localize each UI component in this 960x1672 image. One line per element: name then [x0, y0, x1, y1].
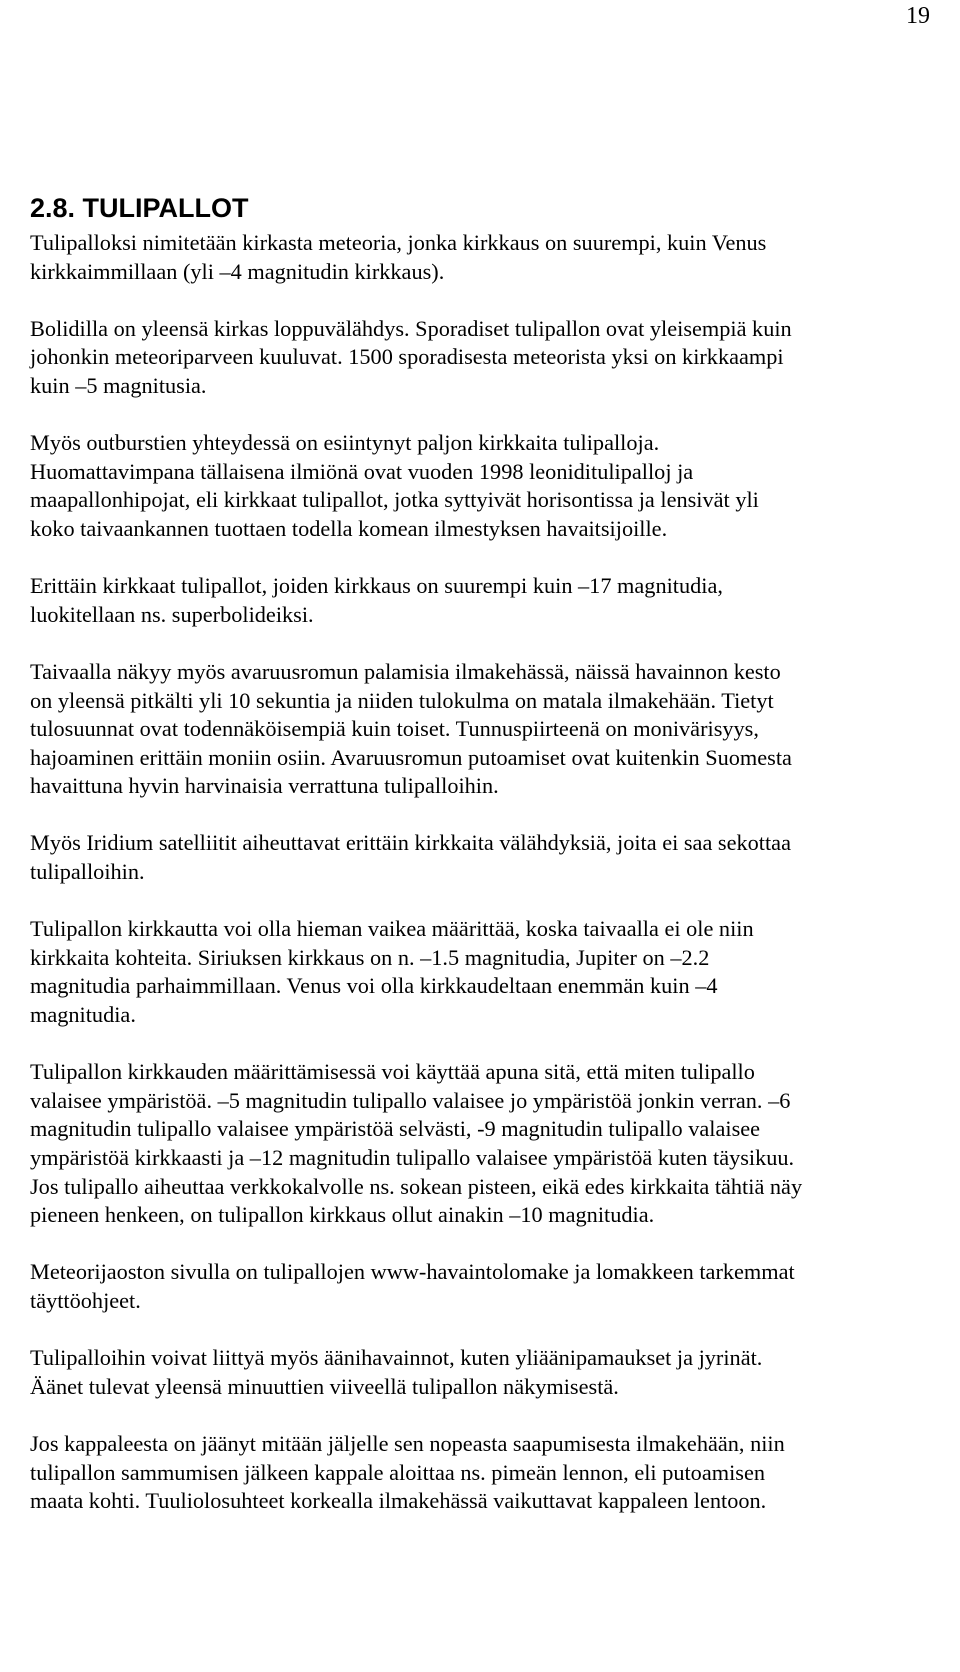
- paragraph-line: kirkkaimmillaan (yli –4 magnitudin kirkkaus).: [30, 258, 445, 284]
- paragraph-line: valaisee ympäristöä. –5 magnitudin tulipallo valaisee jo ympäristöä jonkin verran. –6: [30, 1087, 791, 1113]
- paragraph-line: täyttöohjeet.: [30, 1287, 141, 1313]
- paragraph-line: Tulipalloksi nimitetään kirkasta meteoria, jonka kirkkaus on suurempi, kuin Venus: [30, 230, 767, 255]
- paragraph-line: magnitudin tulipallo valaisee ympäristöä selvästi, -9 magnitudin tulipallo valaisee: [30, 1116, 761, 1142]
- paragraph-line: maapallonhipojat, eli kirkkaat tulipallot, jotka syttyivät horisontissa ja lensivät yli: [30, 487, 759, 513]
- paragraph-line: luokitellaan ns. superbolideiksi.: [30, 601, 314, 627]
- paragraph: [30, 915, 940, 1029]
- paragraph: [30, 1344, 940, 1401]
- paragraph-line: tulipallon sammumisen jälkeen kappale aloittaa ns. pimeän lennon, eli putoamisen: [30, 1459, 765, 1485]
- paragraph-line: tulipalloihin.: [30, 859, 145, 885]
- paragraph-line: Meteorijaoston sivulla on tulipallojen www-havaintolomake ja lomakkeen tarkemmat: [30, 1259, 795, 1285]
- paragraph-line: tulosuunnat ovat todennäköisempiä kuin toiset. Tunnuspiirteenä on monivärisyys,: [30, 716, 759, 742]
- paragraph-line: magnitudia.: [30, 1002, 136, 1028]
- paragraph: [30, 1258, 940, 1315]
- paragraph-line: pieneen henkeen, on tulipallon kirkkaus ollut ainakin –10 magnitudia.: [30, 1202, 655, 1228]
- paragraph-line: kirkkaita kohteita. Siriuksen kirkkaus on n. –1.5 magnitudia, Jupiter on –2.2: [30, 944, 710, 970]
- paragraph-line: koko taivaankannen tuottaen todella komean ilmestyksen havaitsijoille.: [30, 515, 668, 541]
- page-number: 19: [906, 3, 930, 29]
- paragraph-line: Äänet tulevat yleensä minuuttien viiveellä tulipallon näkymisestä.: [30, 1373, 619, 1399]
- paragraph-line: Tulipalloihin voivat liittyä myös äänihavainnot, kuten yliäänipamaukset ja jyrinät.: [30, 1345, 763, 1371]
- paragraph: [30, 572, 940, 629]
- paragraph-line: johonkin meteoriparveen kuuluvat. 1500 sporadisesta meteorista yksi on kirkkaampi: [30, 344, 784, 370]
- paragraph: [30, 658, 940, 801]
- section-heading: 2.8. TULIPALLOT: [30, 193, 249, 223]
- paragraph-line: Bolidilla on yleensä kirkas loppuvälähdys. Sporadiset tulipallon ovat yleisempiä kuin: [30, 315, 792, 341]
- paragraph-line: on yleensä pitkälti yli 10 sekuntia ja niiden tulokulma on matala ilmakehään. Tietyt: [30, 687, 774, 713]
- paragraph-line: magnitudia parhaimmillaan. Venus voi olla kirkkaudeltaan enemmän kuin –4: [30, 973, 718, 999]
- paragraph-line: kuin –5 magnitusia.: [30, 372, 207, 398]
- paragraph-line: Jos tulipallo aiheuttaa verkkokalvolle ns. sokean pisteen, eikä edes kirkkaita tähtiä näy: [30, 1173, 803, 1199]
- document-body: [30, 187, 940, 1516]
- paragraph-line: havaittuna hyvin harvinaisia verrattuna tulipalloihin.: [30, 773, 499, 799]
- paragraph-line: Myös outburstien yhteydessä on esiintynyt paljon kirkkaita tulipalloja.: [30, 430, 660, 456]
- paragraph: [30, 429, 940, 543]
- paragraph: [30, 1430, 940, 1516]
- paragraph: [30, 1058, 940, 1230]
- paragraph: [30, 229, 940, 286]
- paragraph-line: Tulipallon kirkkautta voi olla hieman vaikea määrittää, koska taivaalla ei ole niin: [30, 916, 754, 942]
- paragraph: [30, 829, 940, 886]
- paragraph-line: hajoaminen erittäin moniin osiin. Avaruusromun putoamiset ovat kuitenkin Suomesta: [30, 744, 792, 770]
- paragraph-line: Huomattavimpana tällaisena ilmiönä ovat vuoden 1998 leoniditulipalloj ja: [30, 458, 694, 484]
- paragraph: [30, 315, 940, 401]
- paragraph-line: Jos kappaleesta on jäänyt mitään jäljelle sen nopeasta saapumisesta ilmakehään, niin: [30, 1430, 785, 1456]
- paragraph-line: Myös Iridium satelliitit aiheuttavat erittäin kirkkaita välähdyksiä, joita ei saa sekottaa: [30, 830, 791, 856]
- paragraph-line: Taivaalla näkyy myös avaruusromun palamisia ilmakehässä, näissä havainnon kesto: [30, 658, 781, 684]
- paragraph-line: ympäristöä kirkkaasti ja –12 magnitudin tulipallo valaisee ympäristöä kuten täysikuu.: [30, 1145, 795, 1170]
- paragraph-line: Tulipallon kirkkauden määrittämisessä voi käyttää apuna sitä, että miten tulipallo: [30, 1059, 755, 1085]
- paragraph-line: maata kohti. Tuuliolosuhteet korkealla ilmakehässä vaikuttavat kappaleen lentoon.: [30, 1488, 767, 1514]
- paragraph-line: Erittäin kirkkaat tulipallot, joiden kirkkaus on suurempi kuin –17 magnitudia,: [30, 573, 723, 599]
- paragraph-list: [30, 229, 940, 1516]
